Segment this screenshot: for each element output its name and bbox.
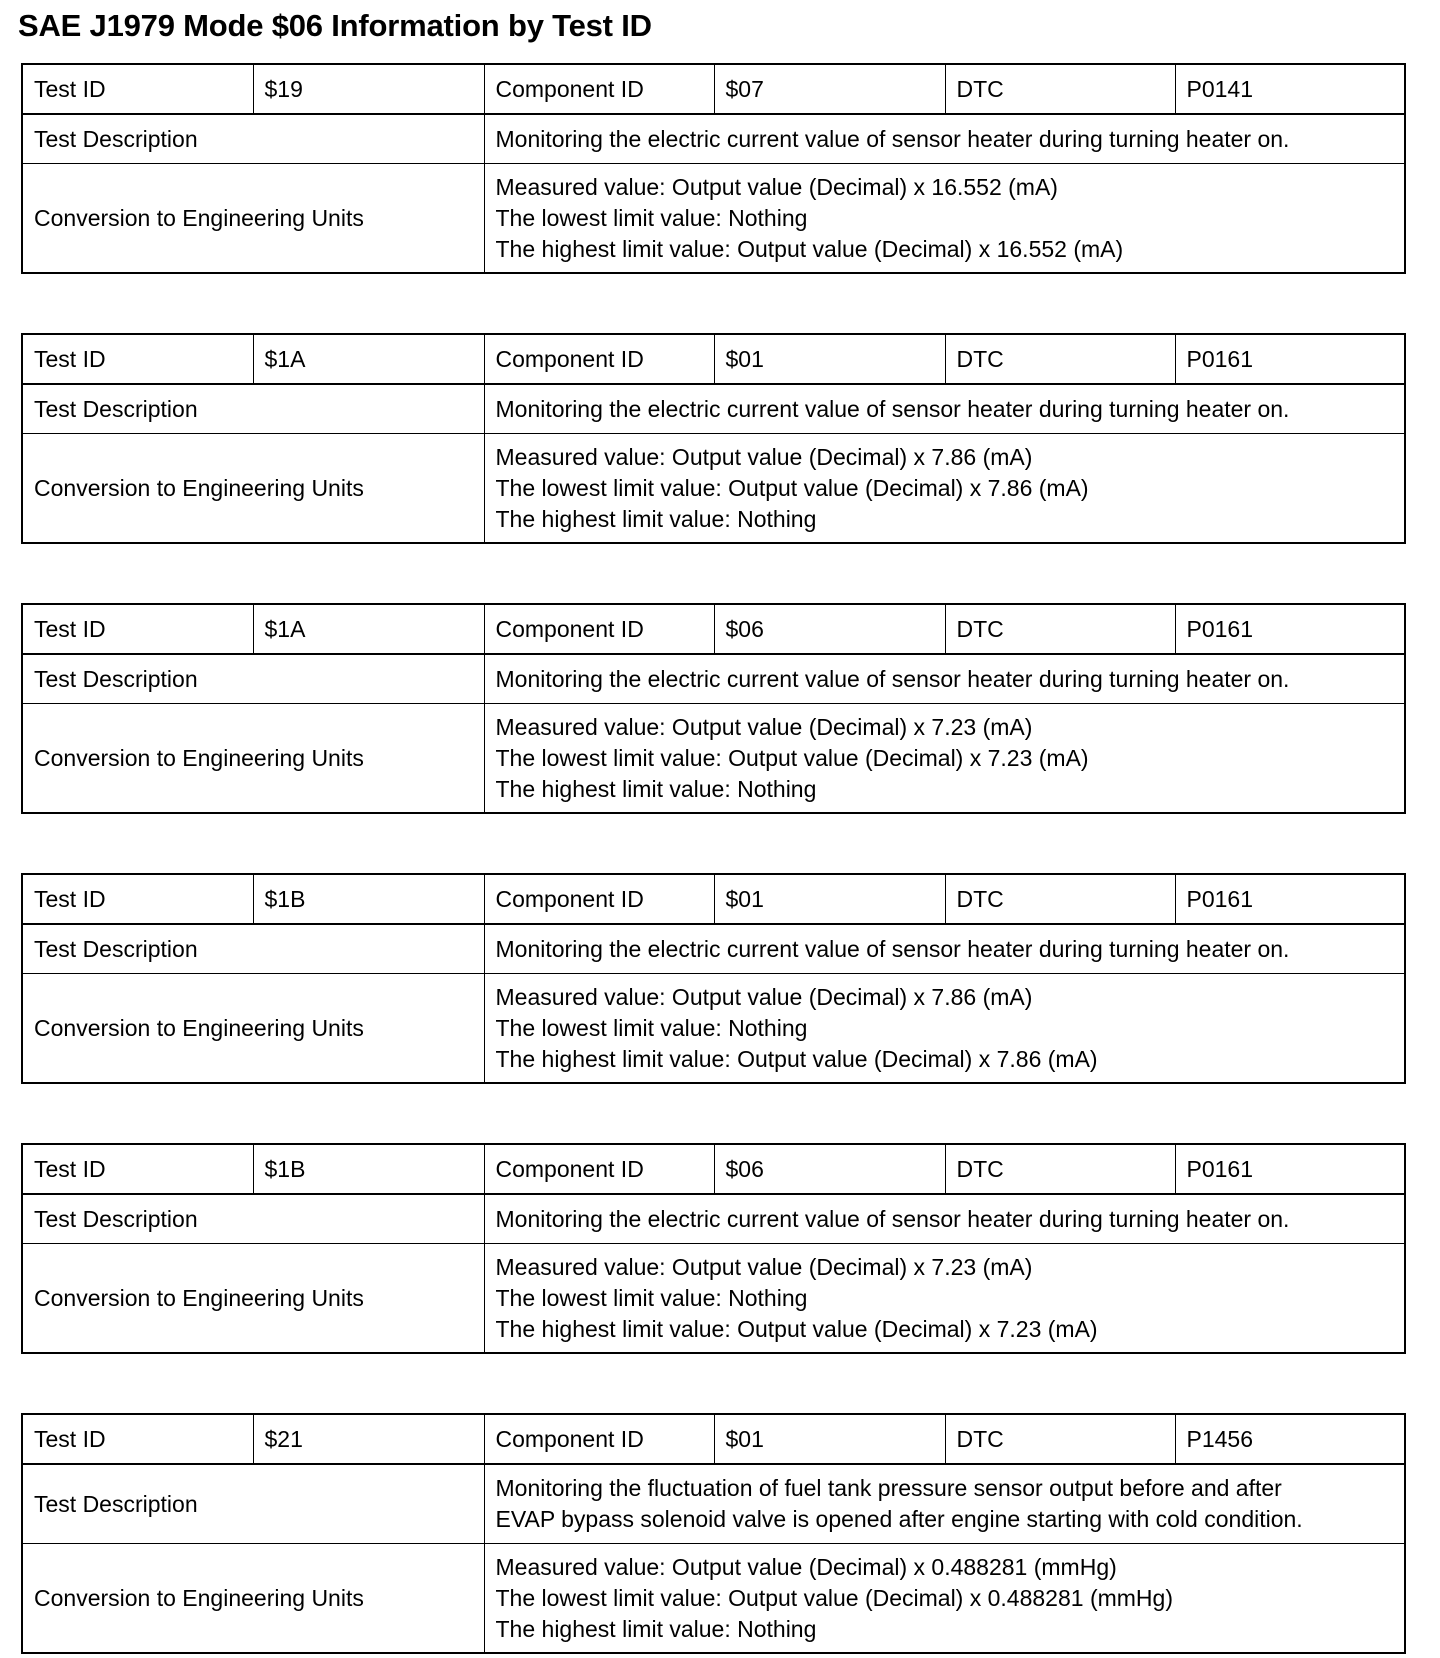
component-id-value: $01 <box>714 1414 945 1464</box>
test-table <box>21 63 1406 274</box>
conversion-line: The lowest limit value: Output value (Decimal) x 7.23 (mA) <box>495 744 1089 771</box>
test-id-label: Test ID <box>22 64 253 114</box>
description-line: Monitoring the electric current value of sensor heater during turning heater on. <box>495 665 1290 692</box>
description-row <box>22 654 1405 704</box>
dtc-label: DTC <box>945 334 1175 384</box>
conversion-label: Conversion to Engineering Units <box>22 1544 484 1654</box>
dtc-value: P1456 <box>1175 1414 1405 1464</box>
id-row <box>22 874 1405 924</box>
conversion-line: The lowest limit value: Nothing <box>495 1014 808 1041</box>
test-id-label: Test ID <box>22 874 253 924</box>
description-row <box>22 1194 1405 1244</box>
conversion-line: The lowest limit value: Nothing <box>495 1284 808 1311</box>
conversion-line: Measured value: Output value (Decimal) x 16.552 (mA) <box>495 173 1058 200</box>
component-id-label: Component ID <box>484 64 714 114</box>
test-id-value: $1B <box>253 874 484 924</box>
conversion-value <box>484 704 1405 814</box>
test-table <box>21 1143 1406 1354</box>
description-row <box>22 114 1405 164</box>
dtc-label: DTC <box>945 1414 1175 1464</box>
test-id-label: Test ID <box>22 1144 253 1194</box>
id-row <box>22 64 1405 114</box>
conversion-line: Measured value: Output value (Decimal) x 7.86 (mA) <box>495 983 1033 1010</box>
component-id-value: $01 <box>714 874 945 924</box>
test-id-label: Test ID <box>22 334 253 384</box>
conversion-line: Measured value: Output value (Decimal) x 7.23 (mA) <box>495 713 1033 740</box>
conversion-line: The lowest limit value: Nothing <box>495 204 808 231</box>
conversion-row <box>22 434 1405 544</box>
test-table <box>21 873 1406 1084</box>
conversion-label: Conversion to Engineering Units <box>22 434 484 544</box>
conversion-row <box>22 704 1405 814</box>
conversion-line: The highest limit value: Nothing <box>495 1615 817 1642</box>
test-description-label: Test Description <box>22 384 484 434</box>
id-row <box>22 334 1405 384</box>
conversion-value <box>484 434 1405 544</box>
test-table <box>21 1413 1406 1654</box>
test-description-value <box>484 924 1405 974</box>
dtc-value: P0141 <box>1175 64 1405 114</box>
dtc-value: P0161 <box>1175 334 1405 384</box>
test-table <box>21 603 1406 814</box>
conversion-row <box>22 974 1405 1084</box>
component-id-value: $07 <box>714 64 945 114</box>
test-id-value: $1A <box>253 604 484 654</box>
conversion-line: The highest limit value: Output value (Decimal) x 7.86 (mA) <box>495 1045 1098 1072</box>
test-id-label: Test ID <box>22 1414 253 1464</box>
description-row <box>22 1464 1405 1544</box>
test-id-label: Test ID <box>22 604 253 654</box>
description-line: Monitoring the electric current value of sensor heater during turning heater on. <box>495 1205 1290 1232</box>
conversion-label: Conversion to Engineering Units <box>22 974 484 1084</box>
test-description-label: Test Description <box>22 1464 484 1544</box>
dtc-value: P0161 <box>1175 874 1405 924</box>
component-id-value: $06 <box>714 604 945 654</box>
conversion-row <box>22 1544 1405 1654</box>
id-row <box>22 1144 1405 1194</box>
conversion-line: Measured value: Output value (Decimal) x 7.23 (mA) <box>495 1253 1033 1280</box>
conversion-value <box>484 1544 1405 1654</box>
component-id-label: Component ID <box>484 1144 714 1194</box>
dtc-value: P0161 <box>1175 1144 1405 1194</box>
conversion-label: Conversion to Engineering Units <box>22 164 484 274</box>
conversion-line: The highest limit value: Nothing <box>495 505 817 532</box>
conversion-line: The highest limit value: Output value (Decimal) x 16.552 (mA) <box>495 235 1124 262</box>
conversion-row <box>22 164 1405 274</box>
conversion-line: The lowest limit value: Output value (Decimal) x 7.86 (mA) <box>495 474 1089 501</box>
component-id-value: $01 <box>714 334 945 384</box>
description-row <box>22 924 1405 974</box>
test-description-label: Test Description <box>22 1194 484 1244</box>
component-id-label: Component ID <box>484 1414 714 1464</box>
id-row <box>22 604 1405 654</box>
component-id-label: Component ID <box>484 874 714 924</box>
conversion-line: Measured value: Output value (Decimal) x 0.488281 (mmHg) <box>495 1553 1117 1580</box>
dtc-value: P0161 <box>1175 604 1405 654</box>
dtc-label: DTC <box>945 64 1175 114</box>
test-id-value: $21 <box>253 1414 484 1464</box>
description-line: Monitoring the electric current value of sensor heater during turning heater on. <box>495 125 1290 152</box>
description-line: Monitoring the electric current value of sensor heater during turning heater on. <box>495 395 1290 422</box>
test-description-value <box>484 1194 1405 1244</box>
conversion-row <box>22 1244 1405 1354</box>
conversion-line: The highest limit value: Nothing <box>495 775 817 802</box>
test-description-value <box>484 384 1405 434</box>
component-id-label: Component ID <box>484 604 714 654</box>
dtc-label: DTC <box>945 604 1175 654</box>
test-description-value <box>484 654 1405 704</box>
test-description-value <box>484 1464 1405 1544</box>
test-description-value <box>484 114 1405 164</box>
test-description-label: Test Description <box>22 654 484 704</box>
description-row <box>22 384 1405 434</box>
description-line: EVAP bypass solenoid valve is opened after engine starting with cold condition. <box>495 1506 1303 1532</box>
component-id-label: Component ID <box>484 334 714 384</box>
conversion-label: Conversion to Engineering Units <box>22 704 484 814</box>
conversion-line: Measured value: Output value (Decimal) x 7.86 (mA) <box>495 443 1033 470</box>
page-title: SAE J1979 Mode $06 Information by Test ID <box>18 8 652 43</box>
test-description-label: Test Description <box>22 114 484 164</box>
description-line: Monitoring the electric current value of sensor heater during turning heater on. <box>495 935 1290 962</box>
test-id-value: $19 <box>253 64 484 114</box>
test-id-value: $1B <box>253 1144 484 1194</box>
dtc-label: DTC <box>945 1144 1175 1194</box>
conversion-value <box>484 164 1405 274</box>
description-line: Monitoring the fluctuation of fuel tank pressure sensor output before and after <box>495 1475 1282 1501</box>
conversion-value <box>484 1244 1405 1354</box>
dtc-label: DTC <box>945 874 1175 924</box>
conversion-value <box>484 974 1405 1084</box>
test-description-label: Test Description <box>22 924 484 974</box>
id-row <box>22 1414 1405 1464</box>
test-id-value: $1A <box>253 334 484 384</box>
test-table <box>21 333 1406 544</box>
conversion-label: Conversion to Engineering Units <box>22 1244 484 1354</box>
component-id-value: $06 <box>714 1144 945 1194</box>
conversion-line: The lowest limit value: Output value (Decimal) x 0.488281 (mmHg) <box>495 1584 1173 1611</box>
conversion-line: The highest limit value: Output value (Decimal) x 7.23 (mA) <box>495 1315 1098 1342</box>
